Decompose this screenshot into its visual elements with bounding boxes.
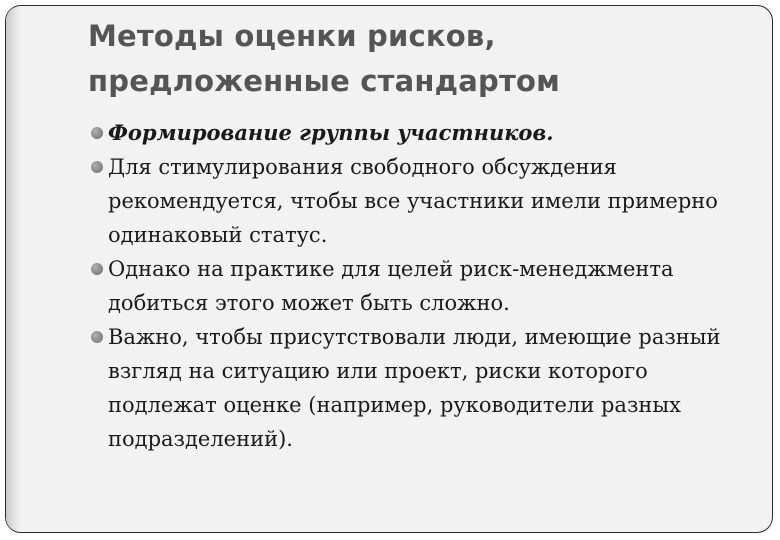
bullet-item	[88, 252, 738, 320]
bullet-item	[88, 150, 738, 252]
bullet-text: Однако на практике для целей риск-менеджмента добиться этого может быть сложно.	[108, 257, 674, 315]
bullet-dot-icon	[91, 161, 103, 173]
bullet-dot-icon	[91, 263, 103, 275]
slide-title-line-1: Методы оценки рисков,	[88, 19, 496, 53]
bullet-dot-icon	[91, 127, 103, 139]
slide-edge-shadow	[6, 6, 20, 532]
bullet-item	[88, 320, 738, 456]
bullet-text: Формирование группы участников.	[108, 120, 554, 145]
bullet-list	[88, 116, 738, 456]
bullet-dot-icon	[91, 331, 103, 343]
slide-title-line-2: предложенные стандартом	[88, 64, 561, 98]
bullet-text: Важно, чтобы присутствовали люди, имеющие разный взгляд на ситуацию или проект, риски которого подлежат оценке (например, руководители разных подразделений).	[108, 325, 721, 451]
slide-title	[88, 14, 560, 104]
bullet-item	[88, 116, 738, 150]
bullet-text: Для стимулирования свободного обсуждения рекомендуется, чтобы все участники имели примерно одинаковый статус.	[108, 155, 718, 247]
